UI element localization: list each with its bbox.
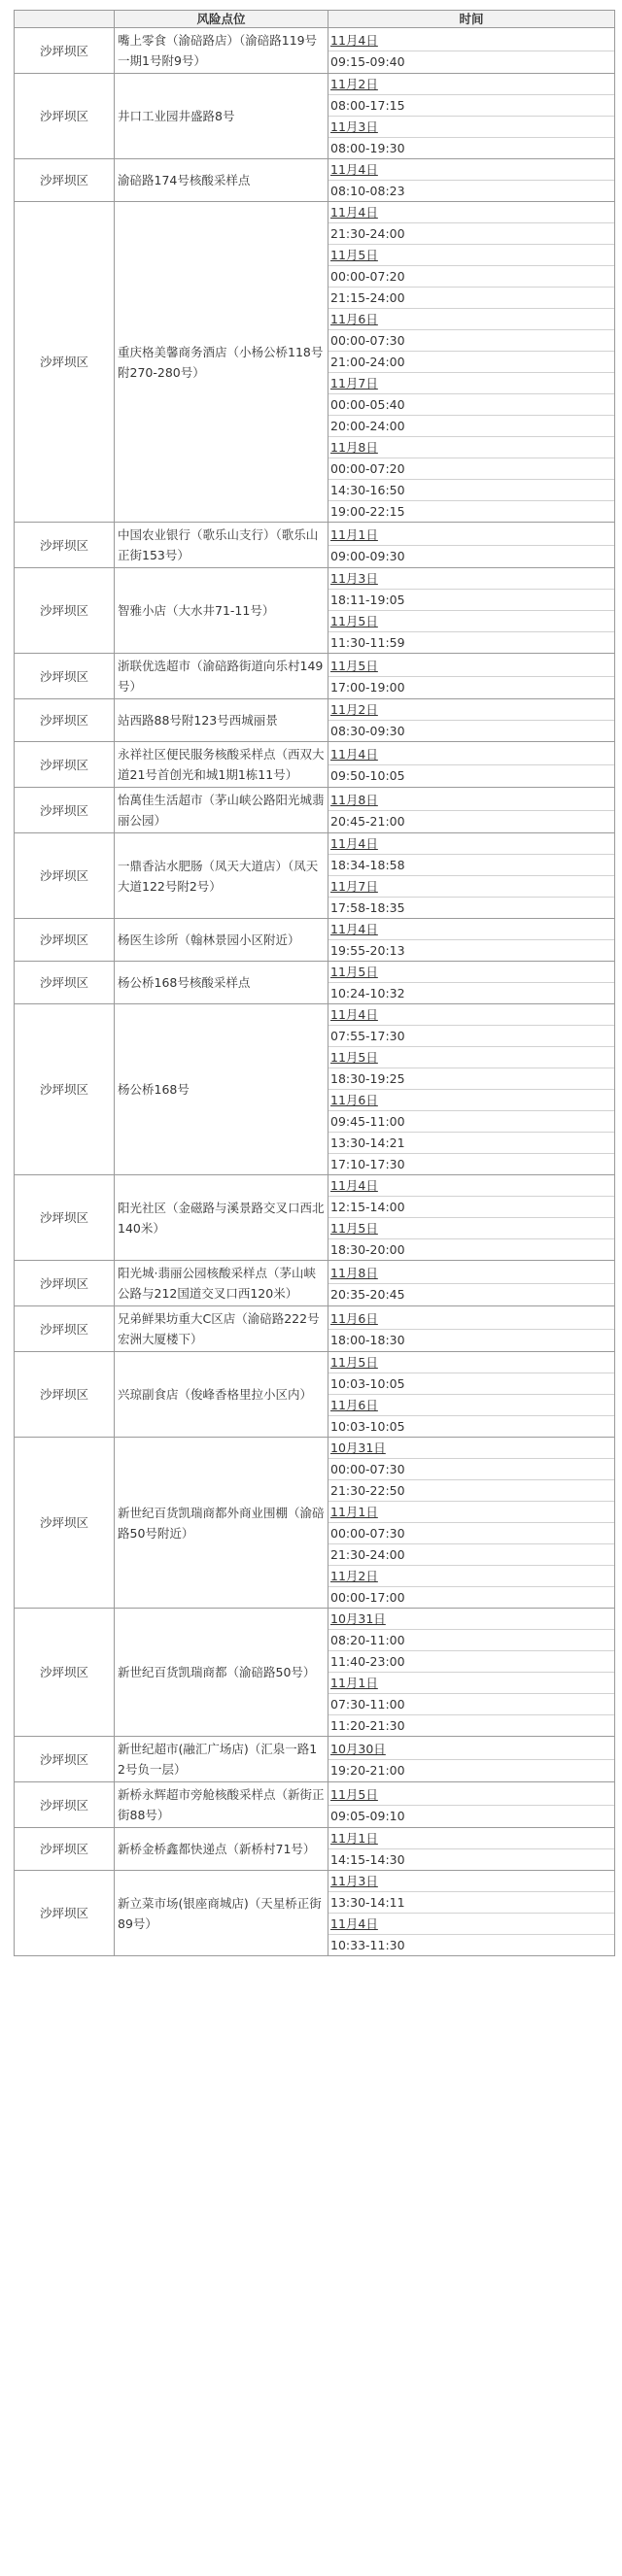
time-range-line: 17:10-17:30 bbox=[330, 1157, 405, 1171]
place-cell: 渝碚路174号核酸采样点 bbox=[115, 159, 328, 202]
date-line: 11月5日 bbox=[328, 245, 614, 266]
header-blank-cell bbox=[15, 11, 115, 28]
district-cell: 沙坪坝区 bbox=[15, 1306, 115, 1352]
place-cell: 杨公桥168号核酸采样点 bbox=[115, 962, 328, 1004]
table-row bbox=[15, 523, 615, 568]
time-range-line: 20:35-20:45 bbox=[330, 1286, 405, 1302]
place-cell: 浙联优选超市（渝碚路街道向乐村149号） bbox=[115, 654, 328, 699]
place-cell: 新桥金桥鑫都快递点（新桥村71号） bbox=[115, 1828, 328, 1871]
time-cell bbox=[328, 523, 615, 568]
header-place: 风险点位 bbox=[115, 11, 328, 28]
time-cell bbox=[328, 654, 615, 699]
district-cell: 沙坪坝区 bbox=[15, 523, 115, 568]
table-body bbox=[15, 28, 615, 1956]
place-cell: 新世纪超市(融汇广场店)（汇泉一路12号负一层） bbox=[115, 1737, 328, 1782]
time-cell bbox=[328, 1261, 615, 1306]
table-row bbox=[15, 1737, 615, 1782]
risk-locations-table bbox=[14, 10, 615, 1956]
place-cell: 阳光社区（金磁路与溪景路交叉口西北140米） bbox=[115, 1175, 328, 1261]
date-line: 11月3日 bbox=[328, 117, 614, 138]
time-cell bbox=[328, 1352, 615, 1438]
time-range-line: 18:30-20:00 bbox=[330, 1242, 405, 1257]
time-range-line: 00:00-05:40 bbox=[328, 394, 614, 416]
time-cell bbox=[328, 159, 615, 202]
district-cell: 沙坪坝区 bbox=[15, 1737, 115, 1782]
district-cell: 沙坪坝区 bbox=[15, 159, 115, 202]
date-line: 11月2日 bbox=[328, 1566, 614, 1587]
time-range-line: 14:30-16:50 bbox=[328, 480, 614, 501]
time-range-line: 18:00-18:30 bbox=[330, 1332, 405, 1347]
place-cell: 井口工业园井盛路8号 bbox=[115, 74, 328, 159]
time-cell bbox=[328, 1175, 615, 1261]
time-range-line: 08:20-11:00 bbox=[328, 1630, 614, 1651]
date-line: 11月5日 bbox=[328, 1218, 614, 1239]
district-cell: 沙坪坝区 bbox=[15, 962, 115, 1004]
time-range-line: 09:05-09:10 bbox=[330, 1808, 405, 1823]
time-range-line: 18:30-19:25 bbox=[328, 1068, 614, 1090]
time-range-line: 09:15-09:40 bbox=[330, 53, 405, 69]
time-cell bbox=[328, 699, 615, 742]
district-cell: 沙坪坝区 bbox=[15, 742, 115, 788]
place-cell: 杨医生诊所（翰林景园小区附近） bbox=[115, 919, 328, 962]
time-cell bbox=[328, 28, 615, 74]
table-row bbox=[15, 919, 615, 962]
table-row bbox=[15, 1352, 615, 1438]
table-row bbox=[15, 74, 615, 159]
place-cell: 一鼎香沾水肥肠（凤天大道店）（凤天大道122号附2号） bbox=[115, 833, 328, 919]
district-cell: 沙坪坝区 bbox=[15, 1352, 115, 1438]
time-range-line: 09:00-09:30 bbox=[330, 548, 405, 563]
date-line: 11月8日 bbox=[328, 790, 614, 811]
table-row bbox=[15, 202, 615, 523]
date-line: 11月2日 bbox=[328, 699, 614, 721]
date-line: 11月7日 bbox=[328, 876, 614, 898]
time-range-line: 10:24-10:32 bbox=[330, 986, 405, 1000]
time-range-line: 21:30-24:00 bbox=[328, 1544, 614, 1566]
time-cell bbox=[328, 1782, 615, 1828]
date-line: 11月1日 bbox=[328, 1502, 614, 1523]
date-line: 11月3日 bbox=[328, 1871, 614, 1892]
table-row bbox=[15, 1004, 615, 1175]
time-cell bbox=[328, 1737, 615, 1782]
district-cell: 沙坪坝区 bbox=[15, 833, 115, 919]
time-cell bbox=[328, 1828, 615, 1871]
date-line: 11月6日 bbox=[328, 1308, 614, 1330]
table-header-row bbox=[15, 11, 615, 28]
date-line: 10月30日 bbox=[328, 1739, 614, 1760]
date-line: 11月4日 bbox=[328, 1914, 614, 1935]
time-range-line: 21:15-24:00 bbox=[328, 288, 614, 309]
time-range-line: 21:30-22:50 bbox=[328, 1480, 614, 1502]
date-line: 11月8日 bbox=[328, 1263, 614, 1284]
date-line: 11月1日 bbox=[328, 1673, 614, 1694]
date-line: 11月5日 bbox=[328, 656, 614, 677]
place-cell: 新立菜市场(银座商城店)（天星桥正街89号） bbox=[115, 1871, 328, 1956]
date-line: 11月5日 bbox=[328, 611, 614, 632]
time-range-line: 00:00-07:20 bbox=[328, 266, 614, 288]
time-cell bbox=[328, 1609, 615, 1737]
date-line: 11月4日 bbox=[328, 744, 614, 765]
time-range-line: 10:03-10:05 bbox=[330, 1419, 405, 1434]
time-range-line: 07:30-11:00 bbox=[328, 1694, 614, 1715]
place-cell: 永祥社区便民服务核酸采样点（西双大道21号首创光和城1期1栋11号） bbox=[115, 742, 328, 788]
place-cell: 杨公桥168号 bbox=[115, 1004, 328, 1175]
table-row bbox=[15, 1306, 615, 1352]
place-cell: 新世纪百货凯瑞商都（渝碚路50号） bbox=[115, 1609, 328, 1737]
time-cell bbox=[328, 919, 615, 962]
time-cell bbox=[328, 202, 615, 523]
time-range-line: 09:45-11:00 bbox=[328, 1111, 614, 1133]
place-cell: 站西路88号附123号西城丽景 bbox=[115, 699, 328, 742]
table-row bbox=[15, 1438, 615, 1609]
date-line: 11月6日 bbox=[328, 1395, 614, 1416]
time-range-line: 13:30-14:11 bbox=[328, 1892, 614, 1914]
place-cell: 怡萬佳生活超市（茅山峡公路阳光城翡丽公园） bbox=[115, 788, 328, 833]
date-line: 11月8日 bbox=[328, 437, 614, 458]
place-cell: 新桥永辉超市旁舱核酸采样点（新街正街88号） bbox=[115, 1782, 328, 1828]
table-row bbox=[15, 568, 615, 654]
table-row bbox=[15, 788, 615, 833]
date-line: 11月4日 bbox=[328, 1175, 614, 1197]
time-range-line: 08:00-17:15 bbox=[328, 95, 614, 117]
table-row bbox=[15, 699, 615, 742]
time-cell bbox=[328, 74, 615, 159]
date-line: 11月4日 bbox=[328, 833, 614, 855]
date-line: 11月6日 bbox=[328, 309, 614, 330]
place-cell: 新世纪百货凯瑞商都外商业围棚（渝碚路50号附近） bbox=[115, 1438, 328, 1609]
time-range-line: 00:00-17:00 bbox=[330, 1590, 405, 1605]
table-row bbox=[15, 833, 615, 919]
time-range-line: 19:20-21:00 bbox=[330, 1762, 405, 1778]
date-line: 10月31日 bbox=[328, 1438, 614, 1459]
time-range-line: 08:30-09:30 bbox=[330, 724, 405, 738]
time-range-line: 10:33-11:30 bbox=[330, 1938, 405, 1952]
time-range-line: 19:00-22:15 bbox=[330, 504, 405, 519]
district-cell: 沙坪坝区 bbox=[15, 1004, 115, 1175]
time-cell bbox=[328, 1306, 615, 1352]
district-cell: 沙坪坝区 bbox=[15, 202, 115, 523]
place-cell: 中国农业银行（歌乐山支行）（歌乐山正街153号） bbox=[115, 523, 328, 568]
time-cell bbox=[328, 1871, 615, 1956]
table-row bbox=[15, 1175, 615, 1261]
date-line: 11月1日 bbox=[328, 1828, 614, 1849]
date-line: 11月4日 bbox=[328, 159, 614, 181]
time-cell bbox=[328, 788, 615, 833]
time-range-line: 17:58-18:35 bbox=[330, 900, 405, 915]
district-cell: 沙坪坝区 bbox=[15, 919, 115, 962]
date-line: 11月5日 bbox=[328, 1784, 614, 1806]
time-cell bbox=[328, 742, 615, 788]
time-range-line: 12:15-14:00 bbox=[328, 1197, 614, 1218]
date-line: 11月4日 bbox=[328, 30, 614, 51]
date-line: 11月4日 bbox=[328, 1004, 614, 1026]
district-cell: 沙坪坝区 bbox=[15, 1828, 115, 1871]
date-line: 10月31日 bbox=[328, 1609, 614, 1630]
table-row bbox=[15, 1261, 615, 1306]
district-cell: 沙坪坝区 bbox=[15, 699, 115, 742]
date-line: 11月4日 bbox=[328, 919, 614, 940]
time-range-line: 11:20-21:30 bbox=[330, 1718, 405, 1733]
district-cell: 沙坪坝区 bbox=[15, 74, 115, 159]
date-line: 11月5日 bbox=[328, 962, 614, 983]
date-line: 11月5日 bbox=[328, 1352, 614, 1373]
time-cell bbox=[328, 962, 615, 1004]
time-range-line: 08:00-19:30 bbox=[330, 141, 405, 155]
table-row bbox=[15, 28, 615, 74]
header-time: 时间 bbox=[328, 11, 615, 28]
time-range-line: 19:55-20:13 bbox=[330, 943, 405, 958]
time-cell bbox=[328, 1438, 615, 1609]
place-cell: 嘴上零食（渝碚路店）（渝碚路119号一期1号附9号） bbox=[115, 28, 328, 74]
time-range-line: 00:00-07:30 bbox=[328, 1523, 614, 1544]
time-range-line: 11:30-11:59 bbox=[330, 635, 405, 650]
time-range-line: 08:10-08:23 bbox=[330, 184, 405, 198]
district-cell: 沙坪坝区 bbox=[15, 654, 115, 699]
time-range-line: 07:55-17:30 bbox=[328, 1026, 614, 1047]
place-cell: 兴琼副食店（俊峰香格里拉小区内） bbox=[115, 1352, 328, 1438]
date-line: 11月5日 bbox=[328, 1047, 614, 1068]
time-range-line: 21:00-24:00 bbox=[328, 352, 614, 373]
time-range-line: 21:30-24:00 bbox=[328, 223, 614, 245]
date-line: 11月4日 bbox=[328, 202, 614, 223]
time-range-line: 18:34-18:58 bbox=[328, 855, 614, 876]
time-range-line: 00:00-07:30 bbox=[328, 330, 614, 352]
time-range-line: 14:15-14:30 bbox=[330, 1852, 405, 1867]
time-range-line: 18:11-19:05 bbox=[328, 590, 614, 611]
time-cell bbox=[328, 568, 615, 654]
time-cell bbox=[328, 833, 615, 919]
date-line: 11月1日 bbox=[328, 525, 614, 546]
time-range-line: 10:03-10:05 bbox=[328, 1373, 614, 1395]
place-cell: 重庆格美馨商务酒店（小杨公桥118号附270-280号） bbox=[115, 202, 328, 523]
table-row bbox=[15, 1828, 615, 1871]
place-cell: 兄弟鲜果坊重大C区店（渝碚路222号宏洲大厦楼下） bbox=[115, 1306, 328, 1352]
district-cell: 沙坪坝区 bbox=[15, 788, 115, 833]
date-line: 11月6日 bbox=[328, 1090, 614, 1111]
district-cell: 沙坪坝区 bbox=[15, 1871, 115, 1956]
district-cell: 沙坪坝区 bbox=[15, 568, 115, 654]
table-row bbox=[15, 962, 615, 1004]
district-cell: 沙坪坝区 bbox=[15, 1438, 115, 1609]
place-cell: 智雅小店（大水井71-11号） bbox=[115, 568, 328, 654]
table-row bbox=[15, 1609, 615, 1737]
date-line: 11月3日 bbox=[328, 568, 614, 590]
district-cell: 沙坪坝区 bbox=[15, 1609, 115, 1737]
time-range-line: 20:45-21:00 bbox=[330, 813, 405, 829]
time-range-line: 09:50-10:05 bbox=[330, 767, 405, 783]
risk-table-container bbox=[14, 0, 614, 1956]
time-range-line: 00:00-07:20 bbox=[328, 458, 614, 480]
date-line: 11月2日 bbox=[328, 74, 614, 95]
place-cell: 阳光城·翡丽公园核酸采样点（茅山峡公路与212国道交叉口西120米） bbox=[115, 1261, 328, 1306]
date-line: 11月7日 bbox=[328, 373, 614, 394]
district-cell: 沙坪坝区 bbox=[15, 1782, 115, 1828]
time-range-line: 00:00-07:30 bbox=[328, 1459, 614, 1480]
time-range-line: 17:00-19:00 bbox=[330, 679, 405, 695]
district-cell: 沙坪坝区 bbox=[15, 1261, 115, 1306]
table-row bbox=[15, 1871, 615, 1956]
table-row bbox=[15, 654, 615, 699]
table-row bbox=[15, 159, 615, 202]
table-row bbox=[15, 1782, 615, 1828]
table-row bbox=[15, 742, 615, 788]
time-range-line: 13:30-14:21 bbox=[328, 1133, 614, 1154]
time-range-line: 20:00-24:00 bbox=[328, 416, 614, 437]
district-cell: 沙坪坝区 bbox=[15, 28, 115, 74]
time-cell bbox=[328, 1004, 615, 1175]
time-range-line: 11:40-23:00 bbox=[328, 1651, 614, 1673]
district-cell: 沙坪坝区 bbox=[15, 1175, 115, 1261]
